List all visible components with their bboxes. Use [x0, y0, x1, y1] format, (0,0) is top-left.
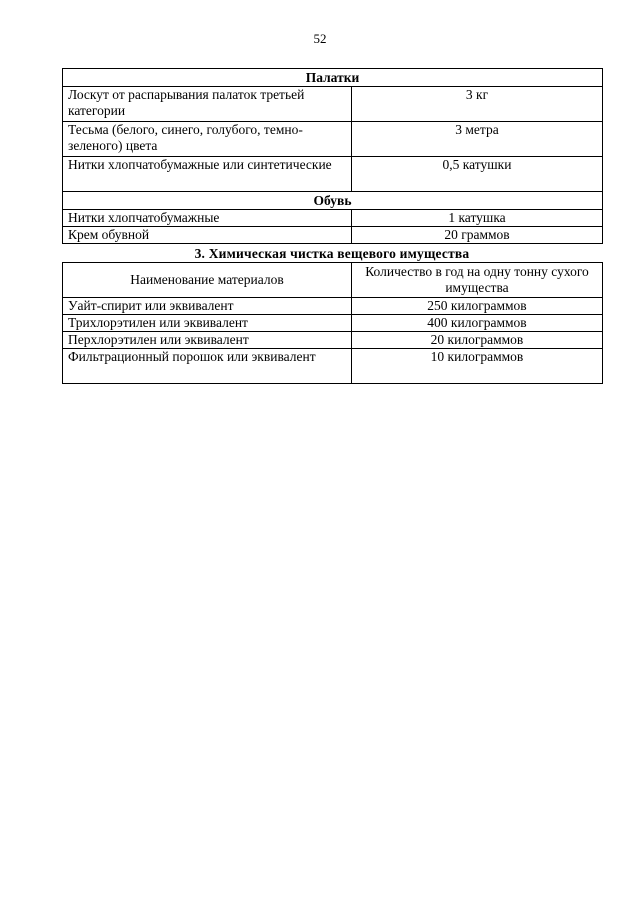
- material-quantity: 250 килограммов: [352, 298, 603, 315]
- material-name: Тесьма (белого, синего, голубого, темно-зеленого) цвета: [63, 122, 352, 157]
- section-row: [63, 192, 603, 210]
- table-row: [63, 157, 603, 192]
- materials-table-dry-cleaning: [62, 262, 603, 384]
- table-row: [63, 332, 603, 349]
- material-name: Лоскут от распарывания палаток третьей категории: [63, 87, 352, 122]
- section-row: [63, 69, 603, 87]
- materials-table-tents-shoes: [62, 68, 603, 244]
- table-row: [63, 298, 603, 315]
- material-name: Крем обувной: [63, 227, 352, 244]
- section-title-shoes: Обувь: [63, 192, 603, 210]
- material-quantity: 20 граммов: [352, 227, 603, 244]
- material-name: Перхлорэтилен или эквивалент: [63, 332, 352, 349]
- column-header-quantity: Количество в год на одну тонну сухого имущества: [352, 263, 603, 298]
- material-quantity: 400 килограммов: [352, 315, 603, 332]
- table-row: [63, 210, 603, 227]
- material-quantity: 0,5 катушки: [352, 157, 603, 192]
- table-row: [63, 227, 603, 244]
- material-quantity: 3 кг: [352, 87, 603, 122]
- table-row: [63, 122, 603, 157]
- table-row: [63, 315, 603, 332]
- table-row: [63, 87, 603, 122]
- material-name: Нитки хлопчатобумажные: [63, 210, 352, 227]
- material-quantity: 1 катушка: [352, 210, 603, 227]
- material-name: Нитки хлопчатобумажные или синтетические: [63, 157, 352, 192]
- material-quantity: 10 килограммов: [352, 349, 603, 384]
- column-header-name: Наименование материалов: [63, 263, 352, 298]
- page-number: 52: [313, 31, 327, 46]
- material-name: Трихлорэтилен или эквивалент: [63, 315, 352, 332]
- material-name: Фильтрационный порошок или эквивалент: [63, 349, 352, 384]
- section-title-tents: Палатки: [63, 69, 603, 87]
- section-heading-dry-cleaning: 3. Химическая чистка вещевого имущества: [194, 246, 470, 261]
- table-row: [63, 349, 603, 384]
- material-quantity: 20 килограммов: [352, 332, 603, 349]
- table-header-row: [63, 263, 603, 298]
- material-quantity: 3 метра: [352, 122, 603, 157]
- material-name: Уайт-спирит или эквивалент: [63, 298, 352, 315]
